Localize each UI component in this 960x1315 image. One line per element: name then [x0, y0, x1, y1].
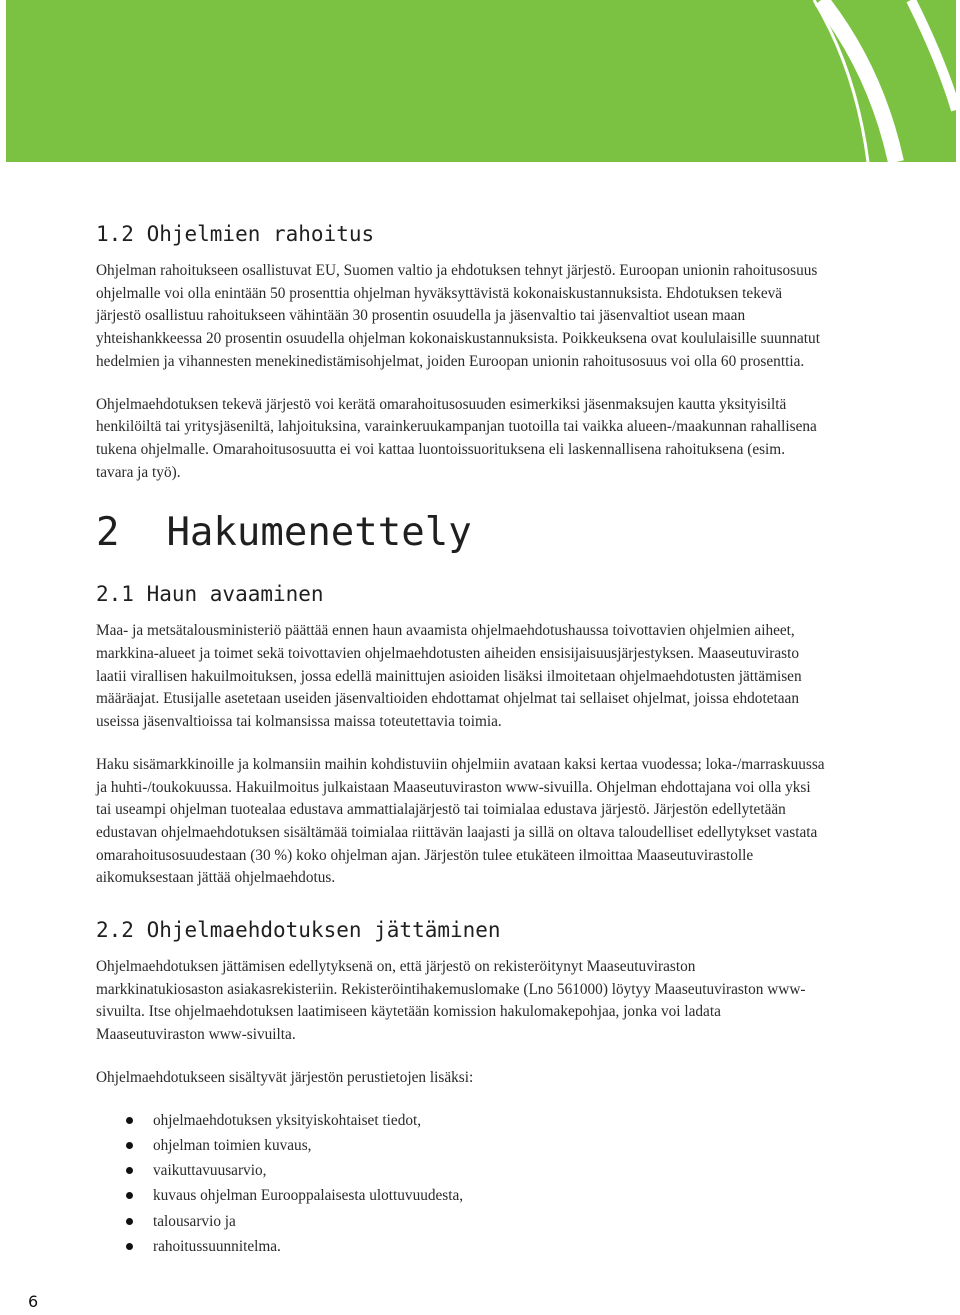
bullet-icon [126, 1192, 133, 1199]
bullet-icon [126, 1142, 133, 1149]
section-heading-2-2: 2.2 Ohjelmaehdotuksen jättäminen [96, 918, 501, 943]
contents-list [96, 1108, 826, 1260]
bullet-icon [126, 1243, 133, 1250]
bullet-icon [126, 1167, 133, 1174]
paragraph: Maa- ja metsätalousministeriö päättää ennen haun avaamista ohjelmaehdotushaussa toivottavien ohjelmien aiheet, markkina-alueet ja toimet sekä toivottavien ohjelmaehdotusten aiheiden ensisijaisuusjärjestyksen. Maaseutuvirasto laatii virallisen hakuilmoituksen, jossa edellä mainittujen asioiden lisäksi ilmoitetaan ohjelmaehdotusten jättämisen määräajat. Etusijalle asetetaan useiden jäsenvaltioiden ehdottamat ohjelmat tai sellaiset ohjelmat, joissa ehdotetaan useissa jäsenvaltioissa tai kolmansissa maissa toteutettavia toimia. [96, 622, 802, 731]
section-heading-1-2: 1.2 Ohjelmien rahoitus [96, 222, 375, 246]
paragraph: Ohjelmaehdotukseen sisältyvät järjestön perustietojen lisäksi: [96, 1068, 474, 1086]
chapter-heading-2: 2 Hakumenettely [96, 510, 472, 556]
page-number: 6 [28, 1292, 39, 1311]
section-heading-2-1: 2.1 Haun avaaminen [96, 582, 324, 607]
banner-leaf-graphic [6, 0, 956, 162]
list-item: ohjelmaehdotuksen yksityiskohtaiset tiedot, [96, 1108, 826, 1133]
bullet-icon [126, 1117, 133, 1124]
bullet-icon [126, 1218, 133, 1225]
paragraph: Ohjelmaehdotuksen jättämisen edellytyksenä on, että järjestö on rekisteröitynyt Maaseutuviraston markkinatukiosaston asiakasrekisteriin. Rekisteröintihakemuslomake (Lno 561000) löytyy Maaseutuviraston www-sivuilta. Itse ohjelmaehdotuksen laatimiseen käytetään komission hakulomakepohjaa, jonka voi ladata Maaseutuviraston www-sivuilta. [96, 958, 806, 1044]
list-item: talousarvio ja [96, 1209, 826, 1234]
paragraph: Ohjelman rahoitukseen osallistuvat EU, Suomen valtio ja ehdotuksen tehnyt järjestö. Euroopan unionin rahoitusosuus ohjelmalle voi olla enintään 50 prosenttia ohjelman hyväksyttävistä kokonaiskustannuksista. Ehdotuksen tekevä järjestö osallistuu rahoitukseen vähintään 30 prosentin osuudella ja jäsenvaltio tai jäsenvaltiot usean maan yhteishankkeessa 20 prosentin osuudella ohjelman kokonaiskustannuksista. Poikkeuksena ovat koululaisille suunnatut hedelmien ja vihannesten menekinedistämisohjelmat, joiden Euroopan unionin rahoitusosuus voi olla 60 prosenttia. [96, 262, 820, 370]
list-item: vaikuttavuusarvio, [96, 1158, 826, 1183]
page-content [96, 218, 826, 1259]
list-item: rahoitussuunnitelma. [96, 1234, 826, 1259]
header-banner [6, 0, 956, 162]
paragraph: Ohjelmaehdotuksen tekevä järjestö voi kerätä omarahoitusosuuden esimerkiksi jäsenmaksujen kautta yksityisiltä henkilöiltä tai yritysjäseniltä, lahjoituksina, varainkeruukampanjan tuotoilla tai vaikka alueen-/maakunnan rahallisena tukena ohjelmalle. Omarahoitusosuutta ei voi kattaa luontoissuorituksena eli laskennallisena rahoituksena (esim. tavara ja työ). [96, 395, 817, 481]
list-item: ohjelman toimien kuvaus, [96, 1133, 826, 1158]
paragraph: Haku sisämarkkinoille ja kolmansiin maihin kohdistuviin ohjelmiin avataan kaksi kertaa vuodessa; loka-/marraskuussa ja huhti-/toukokuussa. Hakuilmoitus julkaistaan Maaseutuviraston www-sivuilla. Ohjelman ehdottajana voi olla yksi tai useampi ohjelman tuotealaa edustava ammattialajärjestö tai toimialaa edustava järjestö. Järjestön edellytetään edustavan ohjelmaehdotuksen sisältämää toimialaa riittävän laajasti ja sillä on oltava taloudelliset edellytykset vastata omarahoitusosuudestaan (30 %) koko ohjelman ajan. Järjestön tulee etukäteen ilmoittaa Maaseutuvirastolle aikomuksestaan jättää ohjelmaehdotus. [96, 755, 825, 887]
list-item: kuvaus ohjelman Eurooppalaisesta ulottuvuudesta, [96, 1183, 826, 1208]
